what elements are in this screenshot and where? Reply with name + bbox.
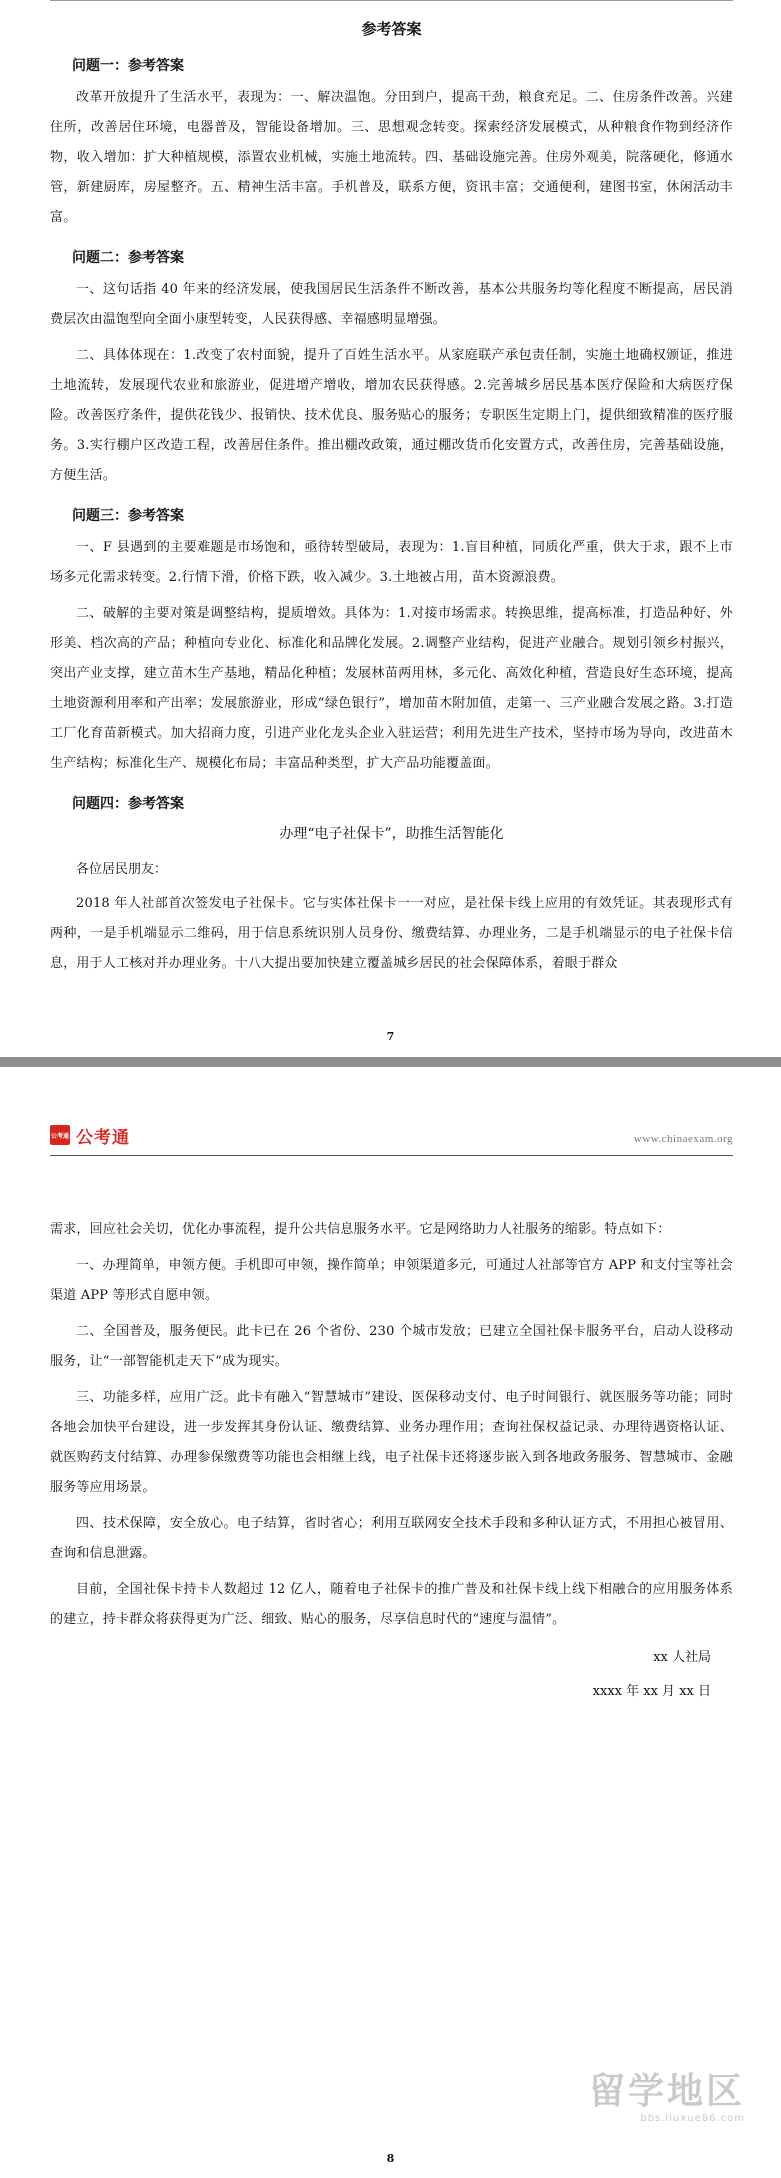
question-3-heading: 问题三：参考答案 [72,508,184,524]
question-3-answer-part-1: 一、F 县遇到的主要难题是市场饱和，亟待转型破局，表现为：1.盲目种植，同质化严重，供大于求，跟不上市场多元化需求转变。2.行情下滑，价格下跌，收入减少。3.土地被占用，苗木资源浪费。 [50,540,733,585]
feature-2: 二、全国普及，服务便民。此卡已在 26 个省份、230 个城市发放；已建立全国社保卡服务平台，启动人设移动服务，让“一部智能机走天下”成为现实。 [50,1324,733,1369]
watermark-url: bbs.liuxue86.com [640,2113,745,2124]
question-1-heading: 问题一：参考答案 [72,58,184,74]
page-number: 7 [386,1030,395,1043]
question-3-answer-part-2: 二、破解的主要对策是调整结构，提质增效。具体为：1.对接市场需求。转换思维，提高标准，打造品种好、外形美、档次高的产品；种植向专业化、标准化和品牌化发展。2.调整产业结构，促进产业融合。规划引领乡村振兴，突出产业支撑，建立苗木生产基地，精品化种植；发展林苗两用林，多元化、高效化种植，营造良好生态环境，提高土地资源利用率和产出率；发展旅游业，形成“绿色银行”，增加苗木附加值，走第一、三产业融合发展之路。3.打造工厂化育苗新模式。加大招商力度，引进产业化龙头企业入驻运营；利用先进生产技术，坚持市场为导向，改进苗木生产结构；标准化生产、规模化布局；丰富品种类型，扩大产品功能覆盖面。 [50,606,733,771]
brand-name: 公考通 [76,1128,130,1148]
signature-organization: xx 人社局 [653,1650,711,1665]
question-1-answer: 改革开放提升了生活水平，表现为：一、解决温饱。分田到户，提高干劲，粮食充足。二、住房条件改善。兴建住所，改善居住环境，电器普及，智能设备增加。三、思想观念转变。探索经济发展模式，从种粮食作物到经济作物，收入增加：扩大种植规模，添置农业机械，实施土地流转。四、基础设施完善。住房外观美，院落硬化，修通水管，新建厨库，房屋整齐。五、精神生活丰富。手机普及，联系方便，资讯丰富；交通便利，建图书室，休闲活动丰富。 [50,90,733,225]
top-rule [50,0,733,1]
page-header [50,1119,733,1156]
article-conclusion: 目前，全国社保卡持卡人数超过 12 亿人，随着电子社保卡的推广普及和社保卡线上线下相融合的应用服务体系的建立，持卡群众将获得更为广泛、细致、贴心的服务，尽享信息时代的“速度与温情”。 [50,1582,733,1627]
signature-date: xxxx 年 xx 月 xx 日 [592,1684,711,1699]
question-2-heading: 问题二：参考答案 [72,250,184,266]
document-page-8 [0,1067,781,2178]
page-number: 8 [386,2152,395,2165]
page-7-content [50,18,733,985]
page-title: 参考答案 [361,20,422,38]
article-title: 办理“电子社保卡”，助推生活智能化 [279,826,504,842]
watermark-logo [575,2072,745,2128]
brand-logo-icon: 公考通 [50,1125,70,1145]
feature-1: 一、办理简单，申领方便。手机即可申领，操作简单；申领渠道多元，可通过人社部等官方 APP 和支付宝等社会渠道 APP 等形式自愿申领。 [50,1258,733,1303]
document-page-7 [0,0,781,1057]
article-paragraph-continued: 需求，回应社会关切，优化办事流程，提升公共信息服务水平。它是网络助力人社服务的缩影。特点如下： [50,1222,671,1237]
question-2-answer-part-1: 一、这句话指 40 年来的经济发展，使我国居民生活条件不断改善，基本公共服务均等化程度不断提高，居民消费层次由温饱型向全面小康型转变，人民获得感、幸福感明显增强。 [50,282,733,327]
article-greeting: 各位居民朋友： [76,862,168,877]
question-4-heading: 问题四：参考答案 [72,796,184,812]
page-8-content [50,1215,733,1709]
question-2-answer-part-2: 二、具体体现在：1.改变了农村面貌，提升了百姓生活水平。从家庭联产承包责任制，实施土地确权颁证，推进土地流转，发展现代农业和旅游业，促进增产增收，增加农民获得感。2.完善城乡居民基本医疗保险和大病医疗保险。改善医疗条件，提供花钱少、报销快、技术优良、服务贴心的服务；专职医生定期上门，提供细致精准的医疗服务。3.实行棚户区改造工程，改善居住条件。推出棚改政策，通过棚改货币化安置方式，改善住房，完善基础设施，方便生活。 [50,348,733,483]
site-url: www.chinaexam.org [633,1133,733,1145]
feature-4: 四、技术保障，安全放心。电子结算，省时省心；利用互联网安全技术手段和多种认证方式，不用担心被冒用、查询和信息泄露。 [50,1516,733,1561]
article-paragraph-1: 2018 年人社部首次签发电子社保卡。它与实体社保卡一一对应，是社保卡线上应用的有效凭证。其表现形式有两种，一是手机端显示二维码，用于信息系统识别人员身份、缴费结算、办理业务，二是手机端显示的电子社保卡信息，用于人工核对并办理业务。十八大提出要加快建立覆盖城乡居民的社会保障体系，着眼于群众 [50,896,733,971]
watermark-text: 留学地区 [588,2071,745,2112]
feature-3: 三、功能多样，应用广泛。此卡有融入“智慧城市”建设、医保移动支付、电子时间银行、就医服务等功能；同时各地会加快平台建设，进一步发挥其身份认证、缴费结算、业务办理作用；查询社保权益记录、办理待遇资格认证、就医购药支付结算、办理参保缴费等功能也会相继上线，电子社保卡还将逐步嵌入到各地政务服务、智慧城市、金融服务等应用场景。 [50,1390,733,1495]
